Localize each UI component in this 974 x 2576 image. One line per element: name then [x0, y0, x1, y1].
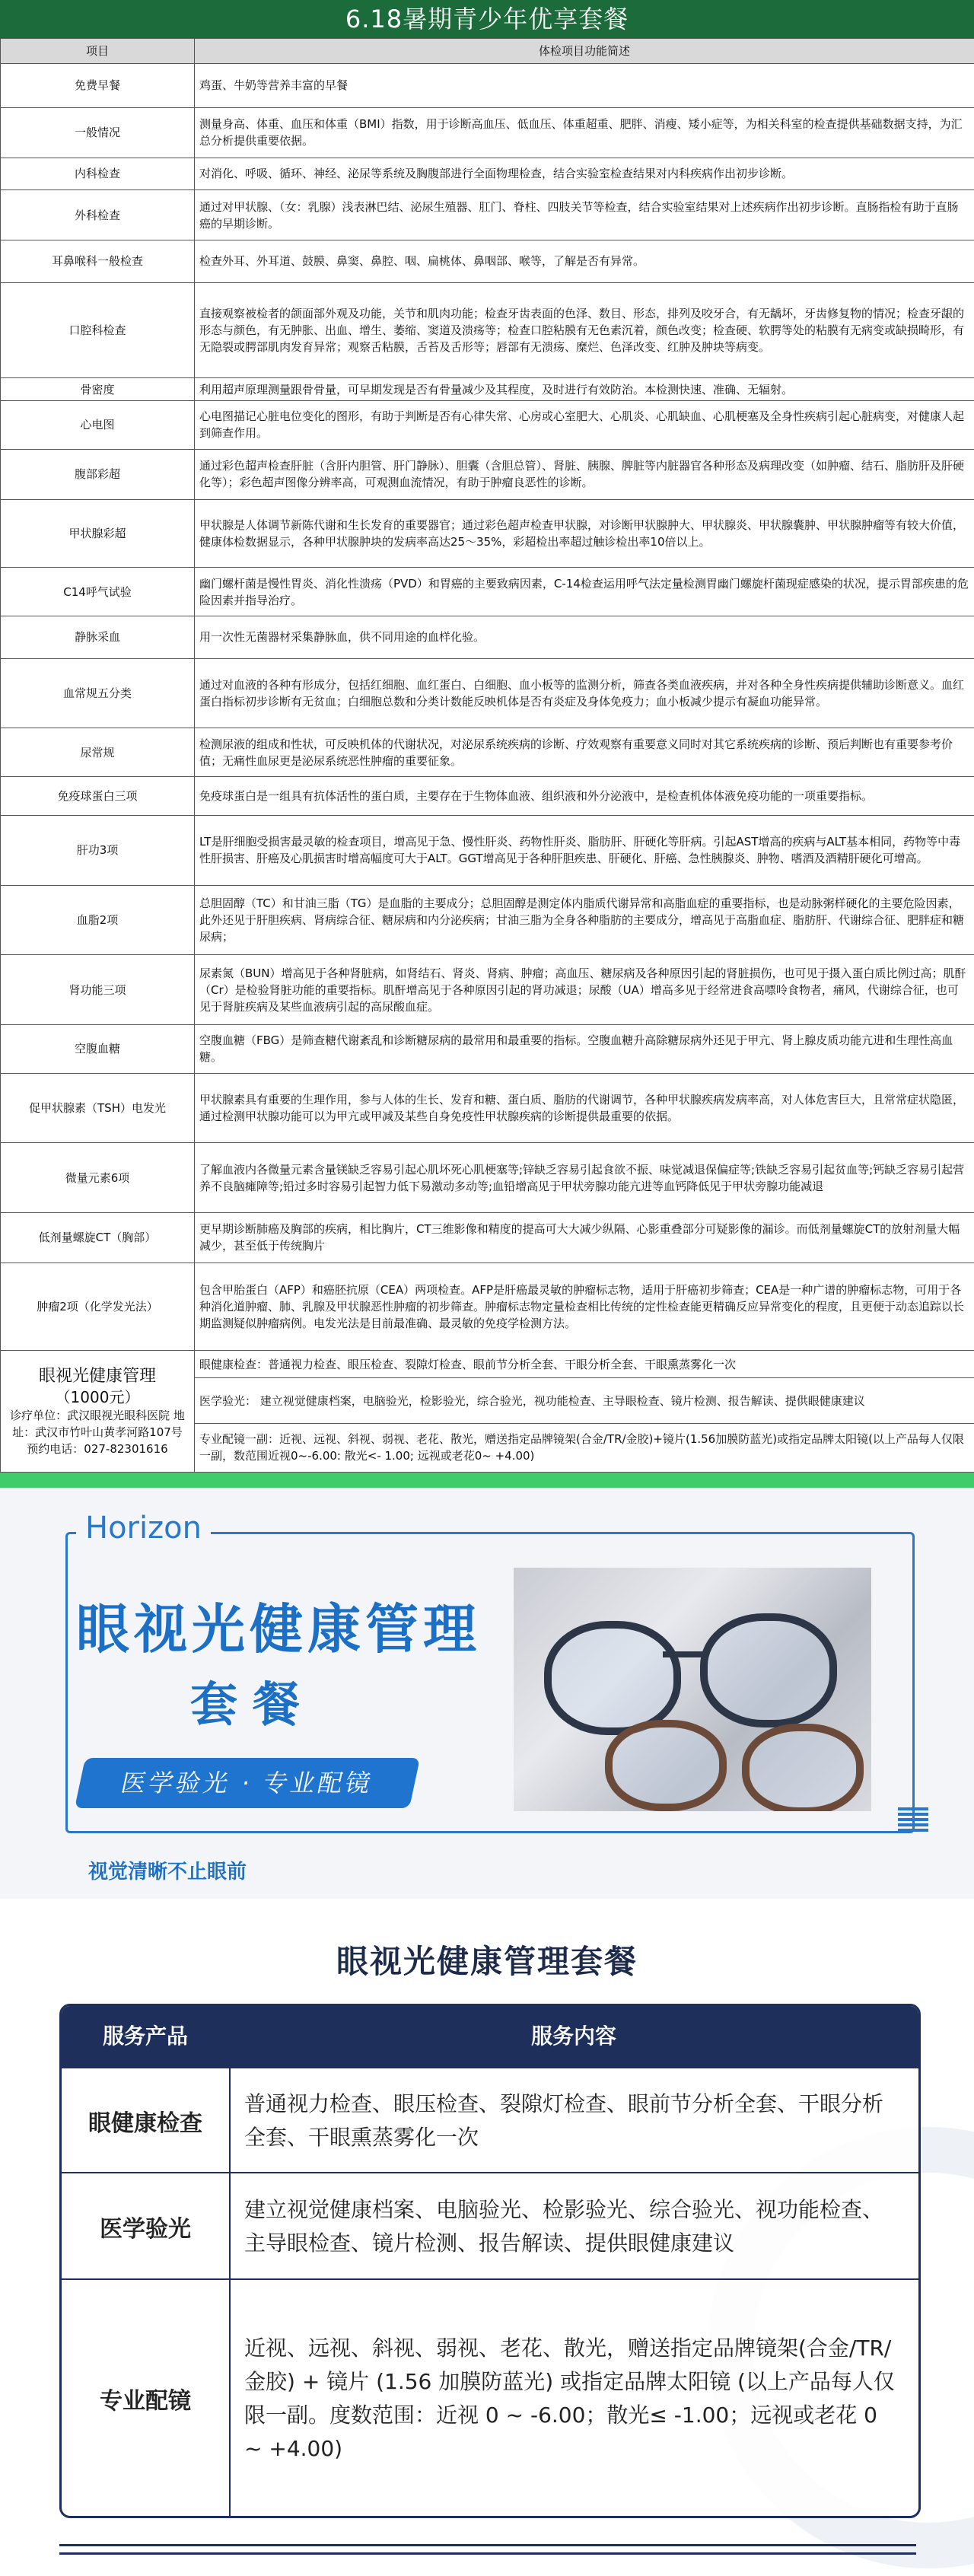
table-row	[1, 1263, 974, 1350]
service-content: 建立视觉健康档案、电脑验光、检影验光、综合验光、视功能检查、主导眼检查、镜片检测、报告解读、提供眼健康建议	[244, 2197, 884, 2256]
table-row	[1, 449, 974, 499]
item-description: 通过对甲状腺、（女：乳腺）浅表淋巴结、泌尿生殖器、肛门、脊柱、四肢关节等检查，结合实验室结果对上述疾病作出初步诊断。直肠指检有助于直肠癌的早期诊断。	[195, 190, 974, 240]
item-description: 检测尿液的组成和性状，可反映机体的代谢状况，对泌尿系统疾病的诊断、疗效观察有重要意义同时对其它系统疾病的诊断、预后判断也有重要参考价值；无痛性血尿更是泌尿系统恶性肿瘤的重要征象。	[195, 728, 974, 777]
item-description: 测量身高、体重、血压和体重（BMI）指数，用于诊断高血压、低血压、体重超重、肥胖、消瘦、矮小症等，为相关科室的检查提供基础数据支持，为汇总分析提供重要依据。	[195, 107, 974, 158]
item-description: 利用超声原理测量跟骨骨量，可早期发现是否有骨量减少及其程度，及时进行有效防治。本检测快速、准确、无辐射。	[195, 378, 974, 401]
item-name: 肝功3项	[1, 816, 195, 886]
service-product: 眼健康检查	[62, 2068, 231, 2173]
table-row	[1, 64, 974, 108]
eye-package-address: 诊疗单位：武汉眼视光眼科医院 地址：武汉市竹叶山黄孝河路107号 预约电话：027-82301616	[10, 1408, 185, 1456]
item-name: 一般情况	[1, 107, 195, 158]
table-row	[1, 568, 974, 616]
eye-mgmt-section	[0, 1899, 974, 2576]
service-product: 专业配镜	[62, 2280, 231, 2517]
table-row	[1, 885, 974, 955]
item-description: 通过对血液的各种有形成分，包括红细胞、血红蛋白、白细胞、血小板等的监测分析，筛查各类血液疾病，并对各种全身性疾病提供辅助诊断意义。血红蛋白指标初步诊断有无贫血；白细胞总数和分类计数能反映机体是否有炎症及身体免疫力；血小板减少提示有凝血功能异常。	[195, 658, 974, 728]
item-name: 微量元素6项	[1, 1143, 195, 1213]
item-description: 尿素氮（BUN）增高见于各种肾脏病，如肾结石、肾炎、肾病、肿瘤；高血压、糖尿病及各种原因引起的肾脏损伤，也可见于摄入蛋白质比例过高；肌酐（Cr）是检验肾脏功能的重要指标。肌酐增高见于各种原因引起的肾功减退；尿酸（UA）增高多见于经常进食高嘌呤食物者，痛风，代谢综合征，也可见于肾脏疾病及某些血液病引起的高尿酸血症。	[195, 955, 974, 1025]
decor-stripes	[898, 1807, 928, 1832]
eye-package-item: 专业配镜一副：近视、远视、斜视、弱视、老花、散光，赠送指定品牌镜架(合金/TR/金胶)+镜片(1.56加膜防蓝光)或指定品牌太阳镜(以上产品每人仅限一副，数范围近视0~-6.00: 散光<- 1.00; 远视或老花0~ +4.00)	[195, 1423, 974, 1472]
item-description: 用一次性无菌器材采集静脉血，供不同用途的血样化验。	[195, 616, 974, 658]
item-description: 更早期诊断肺癌及胸部的疾病，相比胸片，CT三维影像和精度的提高可大大减少纵隔、心影重叠部分可疑影像的漏诊。而低剂量螺旋CT的放射剂量大幅减少，甚至低于传统胸片	[195, 1212, 974, 1263]
table-row	[1, 282, 974, 378]
table-row	[1, 499, 974, 567]
item-name: 骨密度	[1, 378, 195, 401]
page-title-banner: 6.18暑期青少年优享套餐	[0, 0, 974, 38]
service-row	[62, 2172, 918, 2280]
item-description: 通过彩色超声检查肝脏（含肝内胆管、肝门静脉）、胆囊（含胆总管）、肾脏、胰腺、脾脏等内脏器官各种形态及病理改变（如肿瘤、结石、脂肪肝及肝硬化等）；彩色超声图像分辨率高，可观测血流情况，有助于肿瘤良恶性的诊断。	[195, 449, 974, 499]
column-header-item: 项目	[1, 39, 195, 64]
eye-package-name: 眼视光健康管理	[38, 1366, 156, 1386]
footer-divider	[59, 2544, 916, 2555]
item-description: 了解血液内各微量元素含量镁缺乏容易引起心肌坏死心肌梗塞等;锌缺乏容易引起食欲不振、味觉减退保偏症等;铁缺乏容易引起贫血等;钙缺乏容易引起营养不良脑瘫障等;铅过多时容易引起智力低下易激动多动等;血铅增高见于甲状旁腺功能亢进等血钙降低见于甲状旁腺功能减退	[195, 1143, 974, 1213]
table-row	[1, 1024, 974, 1073]
section-title: 眼视光健康管理套餐	[336, 1943, 638, 1980]
item-name: 血常规五分类	[1, 658, 195, 728]
table-row	[1, 400, 974, 449]
glasses-bridge	[663, 1651, 704, 1657]
table-row	[1, 777, 974, 816]
service-row	[62, 2067, 918, 2173]
glasses-lens-back	[742, 1724, 864, 1811]
item-name: 血脂2项	[1, 885, 195, 955]
service-product: 医学验光	[62, 2173, 231, 2280]
checkup-package-table	[0, 38, 974, 1473]
item-description: 免疫球蛋白是一组具有抗体活性的蛋白质，主要存在于生物体血液、组织液和外分泌液中，是检查机体体液免疫功能的一项重要指标。	[195, 777, 974, 816]
promo-slogan: 视觉清晰不止眼前	[82, 1856, 253, 1884]
item-description: LT是肝细胞受损害最灵敏的检查项目，增高见于急、慢性肝炎、药物性肝炎、脂肪肝、肝硬化等肝病。引起AST增高的疾病与ALT基本相同，药物等中毒性肝损害、肝癌及心肌损害时增高幅度可大于ALT。GGT增高见于各种肝胆疾患、肝硬化、肝癌、急性胰腺炎、肿物、嗜酒及酒精肝硬化可增高。	[195, 816, 974, 886]
table-header-row	[1, 39, 974, 64]
item-description: 包含甲胎蛋白（AFP）和癌胚抗原（CEA）两项检查。AFP是肝癌最灵敏的肿瘤标志物，适用于肝癌初步筛查；CEA是一种广谱的肿瘤标志物，可用于各种消化道肿瘤、肺、乳腺及甲状腺恶性肿瘤的初步筛查。肿瘤标志物定量检查相比传统的定性检查能更精确反应异常变化的程度，且更便于动态追踪以长期监测疑似肿瘤病例。电发光法是目前最准确、最灵敏的免疫学检测方法。	[195, 1263, 974, 1350]
item-name: 肿瘤2项（化学发光法）	[1, 1263, 195, 1350]
service-content: 近视、远视、斜视、弱视、老花、散光，赠送指定品牌镜架(合金/TR/ 金胶) + 镜片 (1.56 加膜防蓝光) 或指定品牌太阳镜 (以上产品每人仅限一副。度数范围：近视 0 ~ -6.00；散光≤ -1.00；远视或老花 0 ~ +4.00)	[244, 2336, 895, 2461]
item-description: 幽门螺杆菌是慢性胃炎、消化性溃疡（PVD）和胃癌的主要致病因素，C-14检查运用呼气法定量检测胃幽门螺旋杆菌现症感染的状况，提示胃部疾患的危险因素并指导治疗。	[195, 568, 974, 616]
item-name: 免疫球蛋白三项	[1, 777, 195, 816]
table-row	[1, 240, 974, 282]
glasses-lens-right	[700, 1613, 837, 1727]
brand-logo-text: Horizon	[76, 1511, 211, 1546]
eye-package-price: （1000元）	[55, 1387, 140, 1406]
item-description: 检查外耳、外耳道、鼓膜、鼻窦、鼻腔、咽、扁桃体、鼻咽部、喉等，了解是否有异常。	[195, 240, 974, 282]
item-name: 静脉采血	[1, 616, 195, 658]
table-row	[1, 1073, 974, 1143]
table-row	[1, 728, 974, 777]
glasses-photo	[514, 1568, 871, 1811]
item-name: 外科检查	[1, 190, 195, 240]
table-row	[1, 658, 974, 728]
promo-subtitle: 套餐	[190, 1676, 316, 1732]
item-description: 总胆固醇（TC）和甘油三脂（TG）是血脂的主要成分；总胆固醇是测定体内脂质代谢异常和高脂血症的重要指标，也是动脉粥样硬化的主要危险因素，此外还见于肝胆疾病、肾病综合征、糖尿病和内分泌疾病；甘油三脂为全身各种脂肪的主要成分，增高见于高脂血症、脂肪肝、代谢综合征、肥胖症和糖尿病；	[195, 885, 974, 955]
table-row	[1, 1351, 974, 1378]
item-name: 肾功能三项	[1, 955, 195, 1025]
header-product: 服务产品	[102, 2024, 188, 2049]
header-content: 服务内容	[530, 2024, 616, 2049]
glasses-lens-left	[544, 1621, 681, 1735]
service-table-header	[62, 2006, 918, 2067]
item-name: 尿常规	[1, 728, 195, 777]
item-name: 口腔科检查	[1, 282, 195, 378]
item-name: 耳鼻喉科一般检查	[1, 240, 195, 282]
service-row	[62, 2278, 918, 2517]
item-description: 空腹血糖（FBG）是筛查糖代谢紊乱和诊断糖尿病的最常用和最重要的指标。空腹血糖升高除糖尿病外还见于甲亢、肾上腺皮质功能亢进和生理性高血糖。	[195, 1024, 974, 1073]
item-description: 心电图描记心脏电位变化的图形，有助于判断是否有心律失常、心房或心室肥大、心肌炎、心肌缺血、心肌梗塞及全身性疾病引起心脏病变，对健康人起到筛查作用。	[195, 400, 974, 449]
promo-title: 眼视光健康管理	[76, 1598, 481, 1661]
promo-badge: 医学验光 · 专业配镜	[75, 1758, 420, 1808]
item-name: C14呼气试验	[1, 568, 195, 616]
eye-package-item: 医学验光： 建立视觉健康档案，电脑验光，检影验光，综合验光，视功能检查、主导眼检查、镜片检测、报告解读、提供眼健康建议	[195, 1378, 974, 1424]
column-header-description: 体检项目功能简述	[195, 39, 974, 64]
item-name: 低剂量螺旋CT（胸部）	[1, 1212, 195, 1263]
item-name: 腹部彩超	[1, 449, 195, 499]
service-content: 普通视力检查、眼压检查、裂隙灯检查、眼前节分析全套、干眼分析全套、干眼熏蒸雾化一次	[244, 2091, 884, 2150]
table-row	[1, 1212, 974, 1263]
table-body	[1, 64, 974, 1473]
eye-package-cell	[1, 1351, 195, 1473]
eye-promo-banner	[0, 1488, 974, 1899]
item-description: 甲状腺素具有重要的生理作用，参与人体的生长、发育和糖、蛋白质、脂肪的代谢调节，各种甲状腺疾病发病率高，对人体危害巨大，且常常症状隐匿，通过检测甲状腺功能可以为甲亢或甲减及某些自身免疫性甲状腺疾病的诊断提供最重要的依据。	[195, 1073, 974, 1143]
item-name: 促甲状腺素（TSH）电发光	[1, 1073, 195, 1143]
item-name: 空腹血糖	[1, 1024, 195, 1073]
table-row	[1, 190, 974, 240]
table-row	[1, 955, 974, 1025]
item-description: 对消化、呼吸、循环、神经、泌尿等系统及胸腹部进行全面物理检查，结合实验室检查结果对内科疾病作出初步诊断。	[195, 158, 974, 190]
table-row	[1, 158, 974, 190]
item-name: 内科检查	[1, 158, 195, 190]
item-description: 直接观察被检者的颌面部外观及功能，关节和肌肉功能；检查牙齿表面的色泽、数目、形态，排列及咬牙合，有无龋坏，牙齿修复物的情况；检查牙龈的形态与颜色，有无肿胀、出血、增生、萎缩、窦道及溃疡等；检查口腔粘膜有无色素沉着，颜色改变；检查硬、软腭等处的粘膜有无病变或缺损畸形，有无隐裂或腭部肌肉发育异常；观察舌粘膜，舌苔及舌形等；唇部有无溃疡、糜烂、色泽改变、红肿及肿块等病变。	[195, 282, 974, 378]
eye-package-item: 眼健康检查：普通视力检查、眼压检查、裂隙灯检查、眼前节分析全套、干眼分析全套、干眼熏蒸雾化一次	[195, 1351, 974, 1378]
item-name: 免费早餐	[1, 64, 195, 108]
item-name: 心电图	[1, 400, 195, 449]
service-table	[59, 2004, 921, 2518]
table-row	[1, 378, 974, 401]
divider-bar	[0, 1473, 974, 1488]
table-row	[1, 107, 974, 158]
item-description: 甲状腺是人体调节新陈代谢和生长发育的重要器官；通过彩色超声检查甲状腺，对诊断甲状腺肿大、甲状腺炎、甲状腺囊肿、甲状腺肿瘤等有较大价值，健康体检数据显示，各种甲状腺肿块的发病率高达25～35%，彩超检出率超过触诊检出率10倍以上。	[195, 499, 974, 567]
glasses-lens-back	[605, 1720, 727, 1811]
item-name: 甲状腺彩超	[1, 499, 195, 567]
item-description: 鸡蛋、牛奶等营养丰富的早餐	[195, 64, 974, 108]
table-row	[1, 1143, 974, 1213]
table-row	[1, 816, 974, 886]
table-row	[1, 616, 974, 658]
